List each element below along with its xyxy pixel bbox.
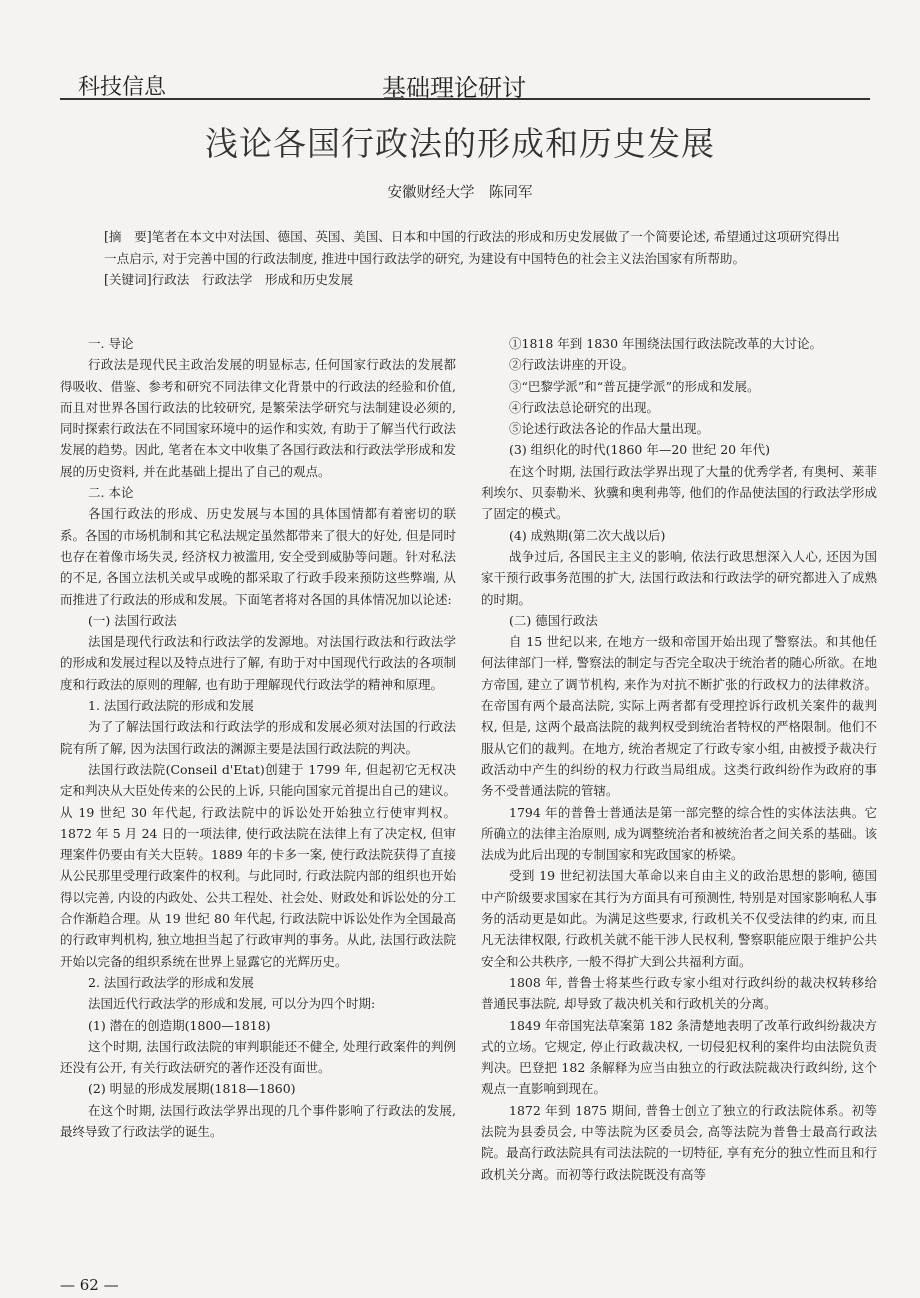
paragraph: 法国是现代行政法和行政法学的发源地。对法国行政法和行政法学的形成和发展过程以及特点进行了解, 有助于对中国现代行政法的各项制度和行政法的原则的理解, 也有助于理解现代行政法学的精神和原理。 bbox=[60, 634, 456, 692]
paragraph: 1808 年, 普鲁士将某些行政专家小组对行政纠纷的裁决权转移给普通民事法院, 却导致了裁决机关和行政机关的分离。 bbox=[481, 974, 877, 1012]
list-item: ②行政法讲座的开设。 bbox=[509, 357, 635, 373]
paragraph: 为了了解法国行政法和行政法学的形成和发展必须对法国的行政法院有所了解, 因为法国行政法的渊源主要是法国行政法院的判决。 bbox=[60, 719, 456, 756]
running-header bbox=[60, 68, 870, 100]
paragraph: 在这个时期, 法国行政法学界出现的几个事件影响了行政法的发展, 最终导致了行政法学的诞生。 bbox=[60, 1102, 456, 1139]
paragraph: 1794 年的普鲁士普通法是第一部完整的综合性的实体法法典。它所确立的法律主治原则, 成为调整统治者和被统治者之间关系的基础。该法成为此后出现的专制国家和宪政国家的桥梁。 bbox=[481, 804, 877, 863]
paragraph: 1849 年帝国宪法草案第 182 条清楚地表明了改革行政纠纷裁决方式的立场。它规定, 停止行政裁决权, 一切侵犯权利的案件均由法院负责判决。巴登把 182 条解释为应当由独立的行政法院裁决行政纠纷, 这个观点一直影响到现在。 bbox=[481, 1017, 877, 1097]
abstract-block bbox=[104, 226, 844, 291]
paragraph: 这个时期, 法国行政法院的审判职能还不健全, 处理行政案件的判例还没有公开, 有关行政法研究的著作还没有面世。 bbox=[60, 1038, 456, 1076]
abstract-body: [摘 要]笔者在本文中对法国、德国、英国、美国、日本和中国的行政法的形成和历史发展做了一个简要论述, 希望通过这项研究得出一点启示, 对于完善中国的行政法制度, 推进中国行政法学的研究, 为建设有中国特色的社会主义法治国家有所帮助。 bbox=[104, 229, 840, 266]
paragraph: 法国近代行政法学的形成和发展, 可以分为四个时期: bbox=[88, 996, 376, 1012]
section-heading: 二. 本论 bbox=[88, 485, 134, 501]
paragraph: 1872 年到 1875 期间, 普鲁士创立了独立的行政法院体系。初等法院为县委员会, 中等法院为区委员会, 高等法院为普鲁士最高行政法院。最高行政法院具有司法法院的一切特征, 享有充分的独立性而且和行政机关分离。而初等行政法院既没有高等 bbox=[481, 1102, 877, 1182]
author-line: 安徽财经大学 陈同军 bbox=[387, 185, 533, 201]
paragraph: 法国行政法院(Conseil d'Etat)创建于 1799 年, 但起初它无权决定和判决从大臣处传来的公民的上诉, 只能向国家元首提出自己的建议。从 19 世纪 30 年代起, 行政法院中的诉讼处开始独立行使审判权。1872 年 5 月 24 日的一项法律, 使行政法院在法律上有了决定权, 但审理案件仍要由有关大臣转。1889 年的卡多一案, 使行政法院获得了直接从公民那里受理行政案件的权利。与此同时, 行政法院内部的组织也开始得以完善, 内设的内政处、公共工程处、社会处、财政处和诉讼处的分工合作渐趋合理。从 19 世纪 80 年代起, 行政法院中诉讼处作为全国最高的行政审判机构, 独立地担当起了行政审判的事务。从此, 法国行政法院开始以完备的组织系统在世界上显露它的光辉历史。 bbox=[60, 761, 456, 969]
subsection-heading: (二) 德国行政法 bbox=[509, 612, 598, 628]
article-title: 浅论各国行政法的形成和历史发展 bbox=[205, 124, 715, 163]
subsection-heading: (一) 法国行政法 bbox=[88, 612, 177, 628]
period-heading: (4) 成熟期(第二次大战以后) bbox=[509, 527, 666, 543]
left-column bbox=[60, 333, 456, 1142]
right-column bbox=[481, 333, 877, 1185]
paragraph: 在这个时期, 法国行政法学界出现了大量的优秀学者, 有奥柯、莱菲利埃尔、贝泰勒米、狄骥和奥利弗等, 他们的作品使法国的行政法学形成了固定的模式。 bbox=[481, 463, 877, 522]
paragraph: 行政法是现代民主政治发展的明显标志, 任何国家行政法的发展都得吸收、借鉴、参考和研究不同法律文化背景中的行政法的经验和价值, 而且对世界各国行政法的比较研究, 是繁荣法学研究与法制建设必须的, 同时探索行政法在不同国家环境中的运作和实效, 有助于了解当代行政法发展的趋势。因此, 笔者在本文中收集了各国行政法和行政法学形成和发展的历史资料, 并在此基础上提出了自己的观点。 bbox=[60, 357, 456, 479]
paragraph: 各国行政法的形成、历史发展与本国的具体国情都有着密切的联系。各国的市场机制和其它私法规定虽然都带来了很大的好处, 但是同时也存在着像市场失灵, 经济权力被滥用, 安全受到威胁等问题。针对私法的不足, 各国立法机关或早或晚的都采取了行政手段来预防这些弊端, 从而推进了行政法的形成和发展。下面笔者将对各国的具体情况加以论述: bbox=[60, 506, 456, 607]
list-item: ⑤论述行政法各论的作品大量出现。 bbox=[509, 421, 710, 437]
section-heading: 一. 导论 bbox=[88, 336, 134, 351]
subsection-heading: 2. 法国行政法学的形成和发展 bbox=[88, 974, 254, 990]
paragraph: 战争过后, 各国民主主义的影响, 依法行政思想深入人心, 还因为国家干预行政事务范围的扩大, 法国行政法和行政法学的研究都进入了成熟的时期。 bbox=[481, 548, 877, 607]
keywords: [关键词]行政法 行政法学 形成和历史发展 bbox=[104, 272, 354, 287]
list-item: ①1818 年到 1830 年围绕法国行政法院改革的大讨论。 bbox=[509, 336, 823, 351]
period-heading: (1) 潜在的创造期(1800—1818) bbox=[88, 1017, 271, 1033]
journal-category: 基础理论研讨 bbox=[382, 74, 526, 102]
period-heading: (3) 组织化的时代(1860 年—20 世纪 20 年代) bbox=[509, 442, 770, 458]
period-heading: (2) 明显的形成发展期(1818—1860) bbox=[88, 1081, 296, 1097]
paragraph: 受到 19 世纪初法国大革命以来自由主义的政治思想的影响, 德国中产阶级要求国家在其行为方面具有可预测性, 特别是对国家影响私人事务的活动更是如此。为满足这些要求, 行政机关不仅受法律的约束, 而且凡无法律权限, 行政机关就不能干涉人民权利, 警察职能应限于维护公共安全和公共秩序, 一般不得扩大到公共福利方面。 bbox=[481, 868, 877, 969]
paragraph: 自 15 世纪以来, 在地方一级和帝国开始出现了警察法。和其他任何法律部门一样, 警察法的制定与否完全取决于统治者的随心所欲。在地方帝国, 建立了调节机构, 来作为对抗不断扩张的行政权力的法律救济。在帝国有两个最高法院, 实际上两者都有受理控诉行政机关案件的裁判权, 但是, 这两个最高法院的裁判权受到统治者特权的严格限制。他们不服从它们的裁判。在地方, 统治者规定了行政专家小组, 由被授予裁决行政活动中产生的纠纷的权力行政当局组成。这类行政纠纷作为政府的事务不受普通法院的管辖。 bbox=[481, 634, 877, 799]
journal-section: 科技信息 bbox=[78, 75, 167, 100]
page-number: — 62 — bbox=[60, 1276, 119, 1294]
list-item: ④行政法总论研究的出现。 bbox=[509, 399, 660, 415]
list-item: ③“巴黎学派”和“普瓦捷学派”的形成和发展。 bbox=[509, 378, 760, 394]
subsection-heading: 1. 法国行政法院的形成和发展 bbox=[88, 698, 254, 714]
